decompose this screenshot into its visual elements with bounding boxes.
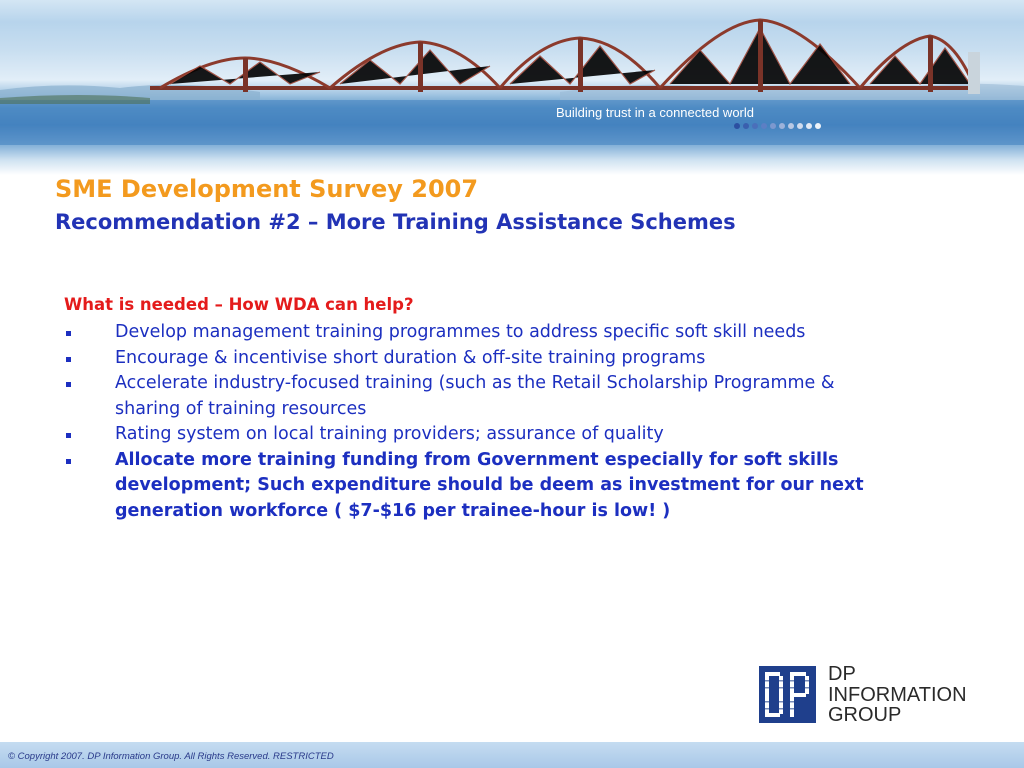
footer-bar bbox=[0, 742, 1024, 768]
bullet-square-icon bbox=[66, 433, 71, 438]
list-item bbox=[64, 422, 894, 448]
list-item bbox=[64, 320, 894, 346]
dot-icon bbox=[815, 123, 821, 129]
list-item-emphasis bbox=[64, 448, 894, 525]
list-item bbox=[64, 346, 894, 372]
company-logo bbox=[759, 663, 979, 726]
bridge-illustration bbox=[0, 0, 1024, 175]
dot-icon bbox=[734, 123, 740, 129]
section-heading: What is needed – How WDA can help? bbox=[64, 295, 414, 314]
list-item-text: Allocate more training funding from Government especially for soft skills development; Such expenditure should be deem as investment for our next generation workforce ( $7-$16 per trainee-hour is low! ) bbox=[115, 449, 864, 521]
list-item-text: Rating system on local training providers; assurance of quality bbox=[115, 424, 664, 444]
dot-icon bbox=[761, 123, 767, 129]
copyright-notice: © Copyright 2007. DP Information Group. All Rights Reserved. RESTRICTED bbox=[8, 751, 334, 762]
list-item-text: Accelerate industry-focused training (such as the Retail Scholarship Programme & sharing of training resources bbox=[115, 373, 835, 419]
logo-line-3: GROUP bbox=[828, 704, 902, 726]
list-item-text: Encourage & incentivise short duration & off-site training programs bbox=[115, 347, 706, 368]
dot-icon bbox=[788, 123, 794, 129]
dot-icon bbox=[743, 123, 749, 129]
tagline: Building trust in a connected world bbox=[556, 105, 755, 120]
dot-icon bbox=[797, 123, 803, 129]
slide-subtitle: Recommendation #2 – More Training Assistance Schemes bbox=[55, 210, 736, 234]
dot-icon bbox=[779, 123, 785, 129]
bullet-square-icon bbox=[66, 357, 71, 362]
list-item-text: Develop management training programmes to address specific soft skill needs bbox=[115, 322, 806, 342]
slide-title: SME Development Survey 2007 bbox=[55, 175, 479, 203]
logo-wordmark bbox=[828, 664, 967, 726]
dp-logo-icon bbox=[759, 666, 816, 723]
list-item bbox=[64, 371, 894, 422]
logo-line-1: DP bbox=[828, 663, 856, 685]
recommendation-list bbox=[64, 320, 894, 524]
progress-dots bbox=[734, 123, 821, 129]
dot-icon bbox=[806, 123, 812, 129]
dot-icon bbox=[752, 123, 758, 129]
dot-icon bbox=[770, 123, 776, 129]
bullet-square-icon bbox=[66, 382, 71, 387]
header-banner bbox=[0, 0, 1024, 175]
bullet-square-icon bbox=[66, 459, 71, 464]
logo-line-2: INFORMATION bbox=[828, 683, 967, 706]
bullet-square-icon bbox=[66, 331, 71, 336]
